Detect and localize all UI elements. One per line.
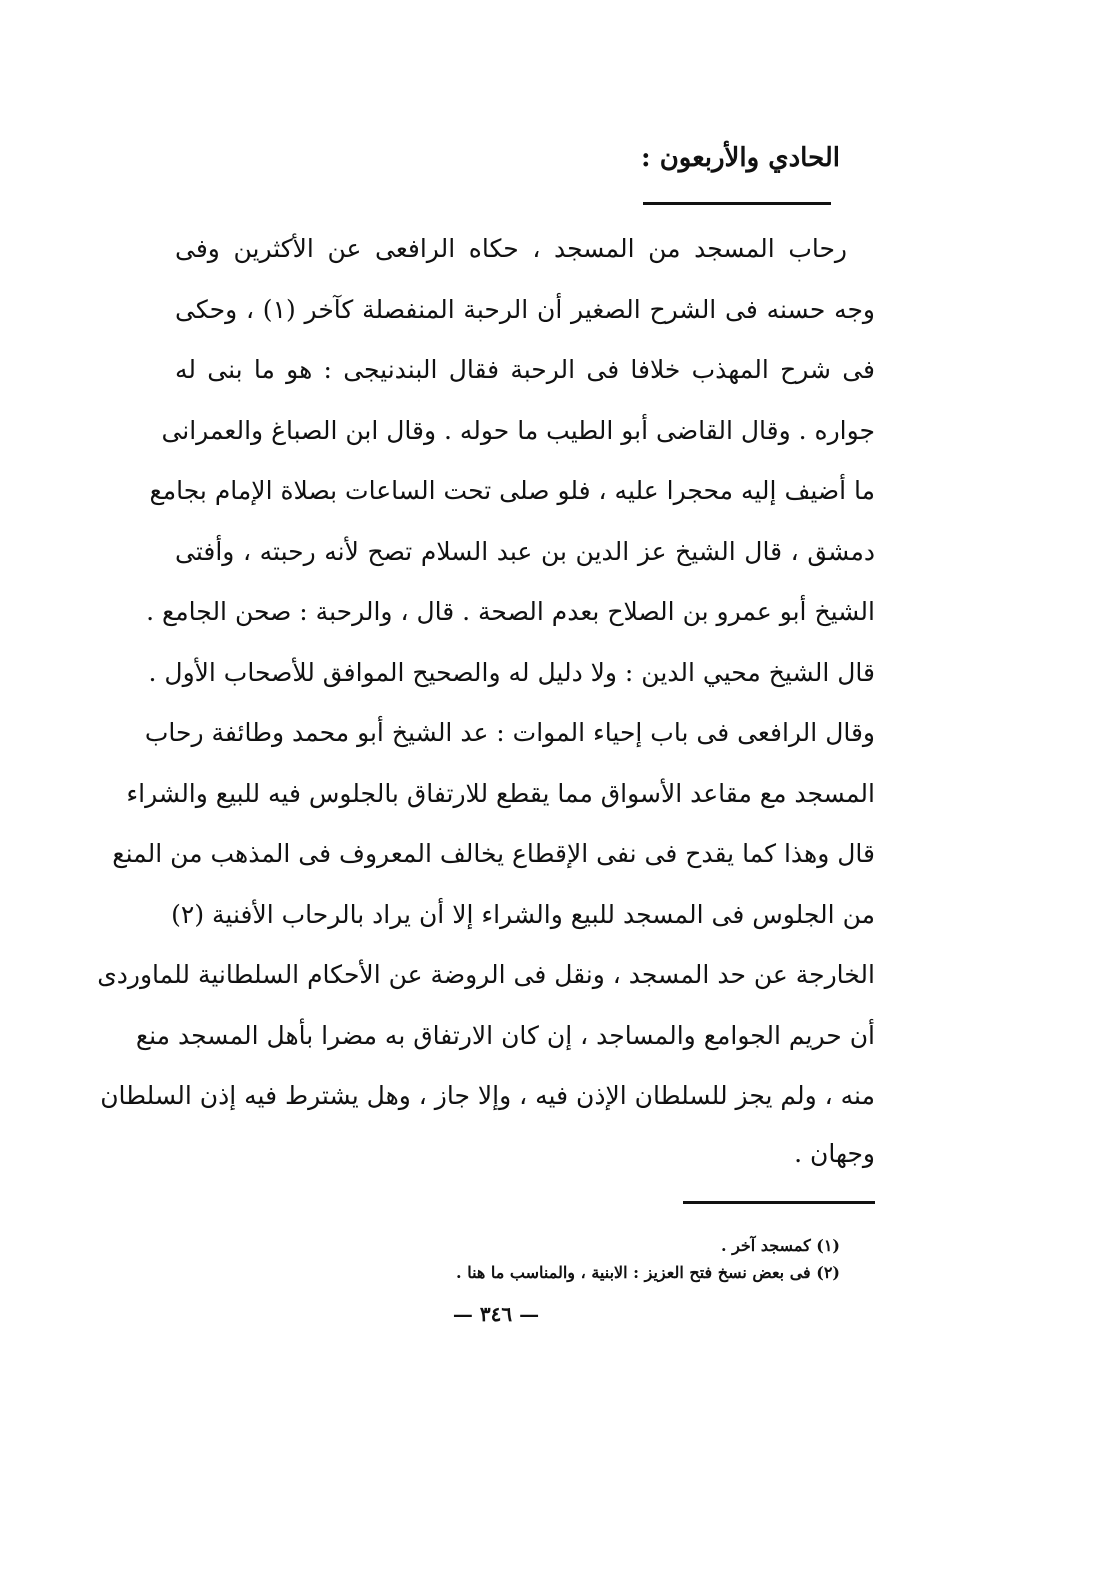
heading-underline	[643, 202, 831, 205]
body-line-10: المسجد مع مقاعد الأسواق مما يقطع للارتفاق بالجلوس فيه للبيع والشراء	[126, 779, 875, 808]
section-heading: الحادي والأربعون :	[641, 143, 840, 173]
footnote-2: (٢) فى بعض نسخ فتح العزيز : الابنية ، والمناسب ما هنا .	[456, 1263, 840, 1282]
body-line-2: وجه حسنه فى الشرح الصغير أن الرحبة المنفصلة كآخر (١) ، وحكى	[175, 295, 876, 324]
body-line-13: الخارجة عن حد المسجد ، ونقل فى الروضة عن الأحكام السلطانية للماوردى	[97, 960, 875, 989]
body-line-4: جواره . وقال القاضى أبو الطيب ما حوله . وقال ابن الصباغ والعمرانى	[161, 416, 875, 445]
body-line-5: ما أضيف إليه محجرا عليه ، فلو صلى تحت الساعات بصلاة الإمام بجامع	[149, 476, 875, 505]
footnote-separator	[683, 1201, 875, 1204]
body-line-16: وجهان .	[794, 1139, 875, 1168]
body-line-1: رحاب المسجد من المسجد ، حكاه الرافعى عن الأكثرين وفى	[175, 234, 847, 263]
body-line-6: دمشق ، قال الشيخ عز الدين بن عبد السلام تصح لأنه رحبته ، وأفتى	[175, 537, 875, 566]
body-line-9: وقال الرافعى فى باب إحياء الموات : عد الشيخ أبو محمد وطائفة رحاب	[144, 718, 875, 747]
body-line-11: قال وهذا كما يقدح فى نفى الإقطاع يخالف المعروف فى المذهب من المنع	[112, 839, 875, 868]
body-line-7: الشيخ أبو عمرو بن الصلاح بعدم الصحة . قال ، والرحبة : صحن الجامع .	[146, 597, 875, 626]
body-line-3: فى شرح المهذب خلافا فى الرحبة فقال البندنيجى : هو ما بنى له	[175, 355, 875, 384]
body-line-12: من الجلوس فى المسجد للبيع والشراء إلا أن يراد بالرحاب الأفنية (٢)	[171, 900, 875, 929]
body-line-8: قال الشيخ محيي الدين : ولا دليل له والصحيح الموافق للأصحاب الأول .	[148, 658, 875, 687]
body-line-14: أن حريم الجوامع والمساجد ، إن كان الارتفاق به مضرا بأهل المسجد منع	[135, 1021, 875, 1050]
footnote-1: (١) كمسجد آخر .	[720, 1236, 840, 1255]
page-number: — ٣٤٦ —	[452, 1302, 540, 1326]
body-line-15: منه ، ولم يجز للسلطان الإذن فيه ، وإلا جاز ، وهل يشترط فيه إذن السلطان	[100, 1081, 875, 1110]
